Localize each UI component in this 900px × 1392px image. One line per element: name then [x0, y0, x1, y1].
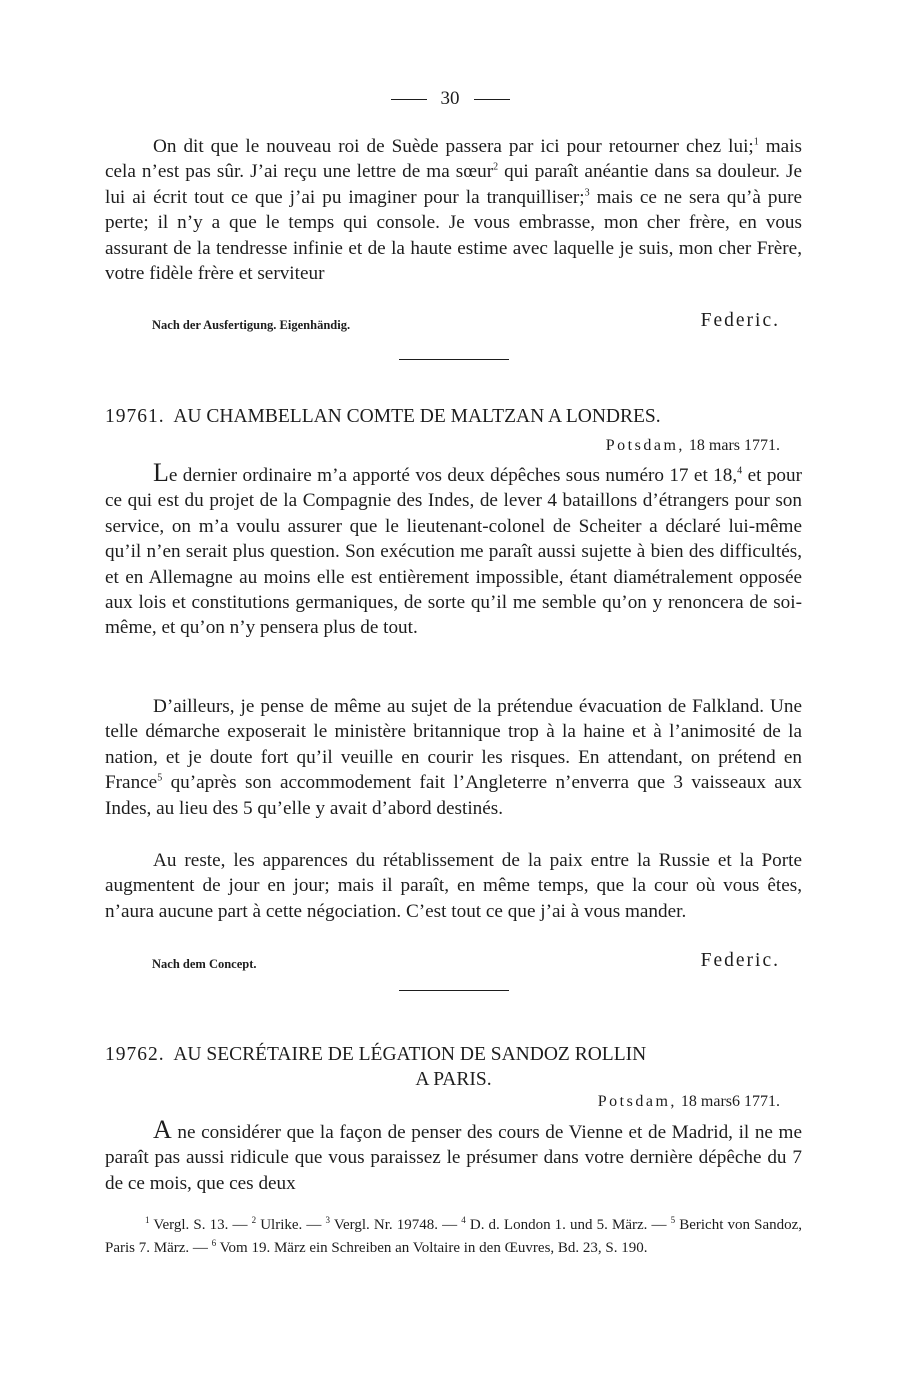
footnote-mark: 3	[325, 1215, 330, 1225]
letter-19762-heading	[105, 1042, 802, 1092]
footnote-mark: 2	[251, 1215, 257, 1225]
letter-19761-heading	[105, 404, 802, 429]
footnote-text: Vergl. Nr. 19748. —	[330, 1217, 462, 1233]
footnote-text: Bericht von Sandoz, Paris 7. März. —	[105, 1217, 803, 1256]
footnote	[252, 1217, 326, 1233]
letter-number: 19762.	[105, 1044, 165, 1065]
date-year: 1771.	[740, 1093, 780, 1110]
footnote-text: D. d. London 1. und 5. März. —	[465, 1217, 671, 1233]
letter-19761-paragraph-3: Au reste, les apparences du rétablissement de la paix entre la Russie et la Porte augmentent de jour en jour; mais il paraît, en même temps, que la cour où vous êtes, n’aura aucune part à cette négociation. C’est tout ce que j’ai à vous mander.	[105, 850, 802, 922]
letter-19761-paragraph-2	[105, 694, 802, 821]
date: 18 mars	[680, 1093, 732, 1110]
footnote-ref: 5	[157, 772, 163, 784]
footnote-mark: 6	[211, 1237, 217, 1248]
footnotes	[105, 1214, 802, 1259]
text-run: e dernier ordinaire m’a apporté vos deux dépêches sous numéro 17 et 18,	[168, 465, 738, 486]
footnote	[326, 1217, 462, 1233]
text-run: mais ce ne sera qu’à pure perte; il n’y a que le temps qui console. Je vous embrasse, mon cher frère, en vous assurant de la tendresse infinie et de la haute estime avec laquelle je suis, mon cher Frère, votre fidèle frère et serviteur	[105, 186, 802, 285]
prev-letter-signature: Federic.	[700, 310, 780, 331]
text-run: et pour ce qui est du projet de la Compagnie des Indes, de lever 4 bataillons d’étrangers pour son service, on m’a voulu assurer que le lieutenant-colonel de Scheiter a déclaré lui-même qu’il n’en serait plus question. Son exécution me paraît aussi sujette à bien des difficultés, et en Allemagne au moins elle est entièrement impossible, étant diamétralement opposée aux lois et constitutions germaniques, de sorte qu’il me semble qu’on y renoncera de soi-même, et qu’on n’y pensera plus de tout.	[105, 465, 802, 639]
footnote-ref: 1	[753, 136, 759, 148]
text-run: ne considérer que la façon de penser des cours de Vienne et de Madrid, il ne me paraît pas aussi ridicule que vous paraissez le présumer dans votre dernière dépêche du 7 de ce mois, que ces deux	[105, 1122, 802, 1194]
text-run: mais cela n’est pas sûr. J’ai reçu une lettre de ma sœur	[105, 136, 802, 183]
letter-title-line-2: A PARIS.	[415, 1069, 492, 1090]
section-divider	[399, 359, 509, 360]
text-run: qui paraît anéantie dans sa douleur. Je lui ai écrit tout ce que j’ai pu imaginer pour la tranquilliser;	[105, 161, 803, 208]
page-header	[0, 88, 900, 110]
dropcap: A	[153, 1115, 172, 1144]
text-run: On dit que le nouveau roi de Suède passera par ici pour retourner chez lui;	[153, 136, 754, 157]
letter-19762-paragraph-1	[105, 1115, 802, 1196]
footnote-mark: 5	[670, 1215, 676, 1225]
letter-number: 19761.	[105, 406, 165, 427]
header-dash-right	[474, 99, 510, 100]
prev-letter-body	[105, 134, 802, 286]
letter-19761-source: Nach dem Concept.	[152, 957, 257, 971]
dropcap: L	[153, 458, 169, 487]
prev-letter-source: Nach der Ausfertigung. Eigenhändig.	[152, 318, 351, 332]
footnote-mark: 4	[461, 1215, 466, 1225]
letter-title: AU SECRÉTAIRE DE LÉGATION DE SANDOZ ROLLIN	[173, 1044, 647, 1065]
footnote-ref: 4	[737, 465, 743, 477]
footnote	[145, 1217, 252, 1233]
footnote-ref: 6	[732, 1093, 740, 1110]
letter-19761-signature: Federic.	[700, 950, 780, 971]
date: 18 mars 1771.	[688, 437, 780, 454]
date-place: Potsdam,	[605, 437, 685, 454]
text-run: D’ailleurs, je pense de même au sujet de la prétendue évacuation de Falkland. Une telle démarche exposerait le ministère britannique trop à la haine et à l’animosité de la nation, et je doute fort qu’il veuille en courir les risques. En attendant, on prétend en France	[105, 696, 802, 794]
section-divider	[399, 990, 509, 991]
footnote-text: Ulrike. —	[256, 1217, 326, 1233]
page-number: 30	[440, 88, 460, 109]
text-run: qu’après son accommodement fait l’Angleterre n’enverra que 3 vaisseaux aux Indes, au lieu des 5 qu’elle y avait d’abord destinés.	[105, 772, 802, 819]
letter-19761-paragraph-1	[105, 458, 802, 641]
footnote-text: Vom 19. März ein Schreiben an Voltaire in den Œuvres, Bd. 23, S. 190.	[216, 1239, 648, 1256]
date-place: Potsdam,	[597, 1093, 677, 1110]
footnote-ref: 3	[584, 187, 590, 199]
footnote-mark: 1	[145, 1215, 150, 1225]
footnote-ref: 2	[493, 162, 499, 174]
footnote-text: Vergl. S. 13. —	[149, 1217, 252, 1233]
letter-19761-dateline	[606, 437, 780, 455]
letter-title: AU CHAMBELLAN COMTE DE MALTZAN A LONDRES.	[173, 406, 661, 427]
footnote	[461, 1217, 670, 1233]
letter-19762-dateline	[598, 1093, 780, 1111]
header-dash-left	[391, 99, 427, 100]
footnote	[211, 1237, 648, 1256]
